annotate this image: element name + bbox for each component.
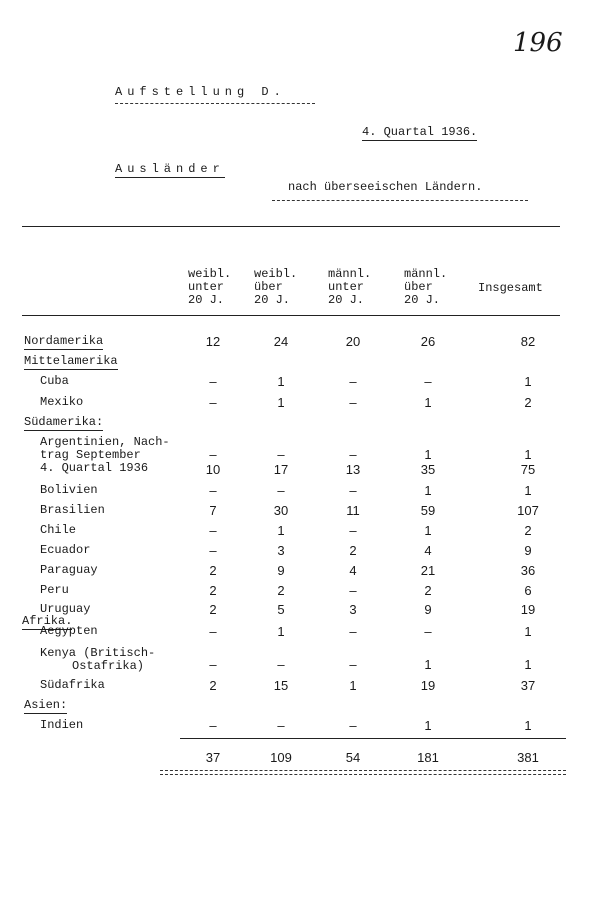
quarter-label: 4. Quartal 1936.: [362, 125, 478, 139]
table-cell: 1: [424, 483, 432, 498]
subtitle-underline: [272, 200, 528, 201]
table-cell: 82: [520, 334, 536, 349]
double-underline-top: [160, 770, 566, 771]
table-cell: –: [209, 657, 217, 672]
column-header-female-under-20: weibl. unter 20 J.: [188, 267, 232, 307]
column-header-female-over-20: weibl. über 20 J.: [254, 267, 298, 307]
double-underline-bottom: [160, 774, 566, 775]
table-cell: 9: [277, 563, 285, 578]
table-cell: 1: [424, 523, 432, 538]
table-cell: –: [209, 624, 217, 639]
table-cell: 1: [524, 374, 532, 389]
total-cell: 109: [270, 750, 292, 765]
table-cell: 19: [520, 602, 536, 617]
table-cell: –: [349, 483, 357, 498]
table-cell: 2: [524, 523, 532, 538]
country-label: Kenya (Britisch- Ostafrika): [40, 646, 156, 673]
table-cell: –: [349, 657, 357, 672]
country-label: Bolivien: [40, 483, 98, 497]
table-cell: 1: [424, 447, 432, 462]
table-cell: 107: [517, 503, 539, 518]
table-cell: 9: [424, 602, 432, 617]
table-cell: 17: [273, 462, 289, 477]
table-cell: 20: [345, 334, 361, 349]
table-cell: 4: [349, 563, 357, 578]
table-cell: 1: [277, 523, 285, 538]
table-cell: 2: [209, 678, 217, 693]
table-cell: 1: [277, 395, 285, 410]
region-label: Nordamerika: [24, 334, 104, 348]
table-cell: 15: [273, 678, 289, 693]
country-label: Uruguay: [40, 602, 91, 616]
table-cell: 21: [420, 563, 436, 578]
table-cell: –: [424, 374, 432, 389]
table-cell: –: [209, 543, 217, 558]
table-cell: –: [349, 374, 357, 389]
table-cell: –: [424, 624, 432, 639]
table-cell: 24: [273, 334, 289, 349]
totals-rule: [180, 738, 566, 739]
country-label: Chile: [40, 523, 77, 537]
table-cell: 12: [205, 334, 221, 349]
table-cell: 30: [273, 503, 289, 518]
table-cell: 1: [424, 718, 432, 733]
table-cell: 5: [277, 602, 285, 617]
country-label: Ecuador: [40, 543, 91, 557]
table-cell: –: [209, 718, 217, 733]
total-cell: 37: [205, 750, 221, 765]
table-cell: –: [209, 395, 217, 410]
region-label: Mittelamerika: [24, 354, 118, 368]
table-cell: 37: [520, 678, 536, 693]
table-cell: 36: [520, 563, 536, 578]
table-cell: 1: [349, 678, 357, 693]
region-label: Asien:: [24, 698, 68, 712]
table-cell: 26: [420, 334, 436, 349]
table-cell: –: [277, 718, 285, 733]
table-cell: 2: [524, 395, 532, 410]
country-label: Indien: [40, 718, 84, 732]
table-cell: 1: [524, 447, 532, 462]
table-cell: 1: [524, 657, 532, 672]
country-label: Argentinien, Nach- trag September 4. Quartal 1936: [40, 435, 170, 475]
table-cell: 2: [209, 602, 217, 617]
top-rule: [22, 226, 560, 227]
table-cell: 75: [520, 462, 536, 477]
country-label: Aegypten: [40, 624, 98, 638]
table-cell: 1: [277, 374, 285, 389]
table-cell: 1: [424, 395, 432, 410]
table-cell: 7: [209, 503, 217, 518]
table-cell: –: [349, 583, 357, 598]
table-cell: –: [209, 523, 217, 538]
region-label: Afrika.: [22, 614, 73, 628]
country-label: Brasilien: [40, 503, 105, 517]
table-cell: 10: [205, 462, 221, 477]
table-cell: 1: [524, 624, 532, 639]
table-cell: –: [349, 718, 357, 733]
table-cell: –: [209, 447, 217, 462]
table-cell: –: [277, 483, 285, 498]
section-heading: Ausländer: [115, 162, 225, 176]
table-cell: 1: [524, 483, 532, 498]
table-cell: –: [277, 657, 285, 672]
table-cell: 3: [349, 602, 357, 617]
country-label: Paraguay: [40, 563, 98, 577]
table-cell: –: [277, 447, 285, 462]
table-cell: 35: [420, 462, 436, 477]
country-label: Mexiko: [40, 395, 84, 409]
document-title: Aufstellung D.: [115, 85, 286, 99]
column-header-male-over-20: männl. über 20 J.: [404, 267, 448, 307]
table-cell: 2: [424, 583, 432, 598]
country-label: Südafrika: [40, 678, 105, 692]
title-underline: [115, 103, 315, 104]
total-cell: 54: [345, 750, 361, 765]
table-cell: 9: [524, 543, 532, 558]
table-cell: –: [349, 447, 357, 462]
table-cell: –: [349, 523, 357, 538]
table-cell: 2: [277, 583, 285, 598]
column-header-total: Insgesamt: [478, 281, 543, 295]
table-cell: 6: [524, 583, 532, 598]
table-cell: 1: [277, 624, 285, 639]
subtitle: nach überseeischen Ländern.: [288, 180, 483, 194]
table-cell: 1: [524, 718, 532, 733]
table-cell: 11: [346, 503, 360, 518]
table-cell: 3: [277, 543, 285, 558]
table-cell: –: [349, 624, 357, 639]
total-cell: 181: [417, 750, 439, 765]
column-header-male-under-20: männl. unter 20 J.: [328, 267, 372, 307]
table-cell: 2: [349, 543, 357, 558]
table-cell: 19: [420, 678, 436, 693]
country-label: Cuba: [40, 374, 69, 388]
table-cell: 1: [424, 657, 432, 672]
table-cell: –: [209, 483, 217, 498]
table-cell: 4: [424, 543, 432, 558]
table-cell: 59: [420, 503, 436, 518]
total-cell: 381: [517, 750, 539, 765]
table-cell: 2: [209, 563, 217, 578]
header-rule: [22, 315, 560, 316]
table-cell: –: [349, 395, 357, 410]
table-cell: 2: [209, 583, 217, 598]
region-label: Südamerika:: [24, 415, 104, 429]
page-number: 196: [513, 28, 563, 58]
country-label: Peru: [40, 583, 69, 597]
table-cell: –: [209, 374, 217, 389]
table-cell: 13: [345, 462, 361, 477]
